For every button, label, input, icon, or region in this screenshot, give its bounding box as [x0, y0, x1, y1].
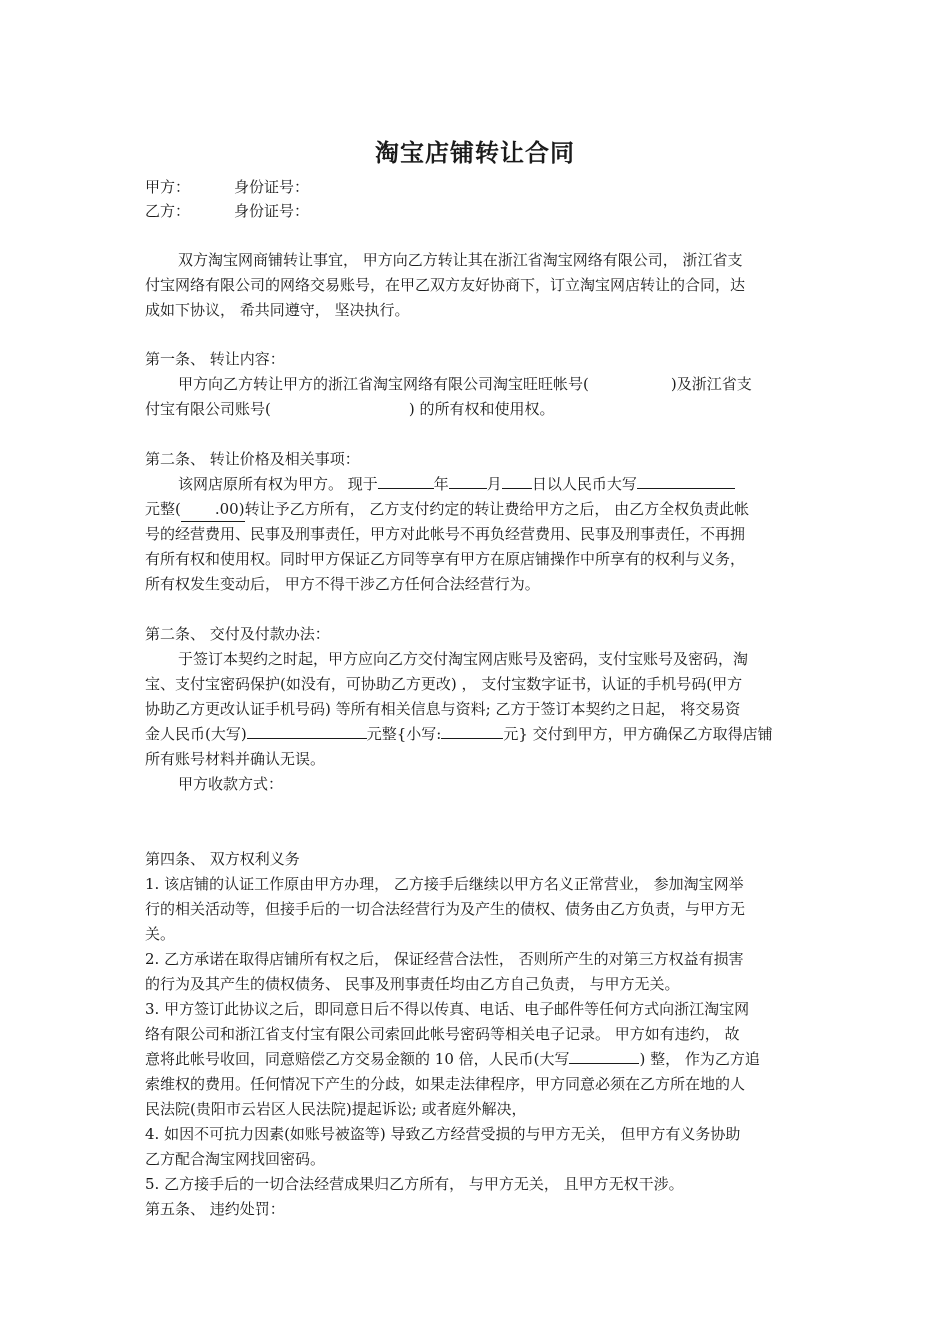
penalty-blank: [569, 1047, 639, 1064]
article-3-heading: 第二条、 交付及付款办法：: [145, 625, 330, 643]
article-4-line: 1. 该店铺的认证工作原由甲方办理， 乙方接手后继续以甲方名义正常营业， 参加淘宝网举: [145, 875, 744, 893]
article-4-line: 民法院(贵阳市云岩区人民法院)提起诉讼; 或者庭外解决，: [145, 1100, 527, 1118]
article-3-line: 宝、支付宝密码保护(如没有，可协助乙方更改) ， 支付宝数字证书，认证的手机号码(甲方: [145, 675, 743, 693]
article-4-line: 5. 乙方接手后的一切合法经营成果归乙方所有， 与甲方无关， 且甲方无权干涉。: [145, 1175, 684, 1193]
article-3-text: 金人民币(大写): [145, 725, 247, 743]
article-1-text: 付宝有限公司账号(: [145, 400, 271, 418]
article-4-line: 络有限公司和浙江省支付宝有限公司索回此帐号密码等相关电子记录。 甲方如有违约， 故: [145, 1025, 740, 1043]
article-1-text: )及浙江省支: [670, 375, 752, 393]
article-4-line: 的行为及其产生的债权债务、 民事及刑事责任均由乙方自己负责， 与甲方无关。: [145, 975, 680, 993]
article-4-line: 索维权的费用。任何情况下产生的分歧，如果走法律程序，甲方同意必须在乙方所在地的人: [145, 1075, 746, 1093]
payment-figure-blank: [441, 722, 503, 739]
article-2-text: 元整(: [145, 500, 181, 518]
article-4-line: [145, 1047, 810, 1071]
article-4-text: 意将此帐号收回，同意赔偿乙方交易金额的 10 倍，人民币(大写: [145, 1050, 570, 1068]
article-2-line: 所有权发生变动后， 甲方不得干涉乙方任何合法经营行为。: [145, 575, 540, 593]
article-3-text: 元整{小写:: [366, 725, 442, 743]
article-4-heading: 第四条、 双方权利义务: [145, 850, 300, 868]
party-b-line: [145, 199, 810, 223]
article-2-line: 号的经营费用、民事及刑事责任，甲方对此帐号不再负经营费用、民事及刑事责任，不再拥: [145, 525, 746, 543]
day-blank: [502, 472, 532, 489]
article-4-line: 乙方配合淘宝网找回密码。: [145, 1150, 326, 1168]
article-2-text: 年: [433, 475, 449, 493]
payment-method-label: 甲方收款方式：: [178, 775, 284, 793]
article-2-line: 有所有权和使用权。同时甲方保证乙方同等享有甲方在原店铺操作中所享有的权利与义务，: [145, 550, 746, 568]
document-title: 淘宝店铺转让合同: [375, 138, 575, 167]
article-2-heading: 第二条、 转让价格及相关事项：: [145, 450, 360, 468]
article-3-line: 于签订本契约之时起，甲方应向乙方交付淘宝网店账号及密码，支付宝账号及密码，淘: [178, 650, 749, 668]
article-4-line: 3. 甲方签订此协议之后，即同意日后不得以传真、电话、电子邮件等任何方式向浙江淘宝网: [145, 1000, 750, 1018]
article-5-heading: 第五条、 违约处罚：: [145, 1200, 285, 1218]
article-3-line: [145, 722, 810, 746]
article-1-text: 甲方向乙方转让甲方的浙江省淘宝网络有限公司淘宝旺旺帐号(: [178, 375, 589, 393]
article-4-line: 2. 乙方承诺在取得店铺所有权之后， 保证经营合法性， 否则所产生的对第三方权益有损害: [145, 950, 744, 968]
article-1-text: ) 的所有权和使用权。: [408, 400, 555, 418]
party-a-label: 甲方：: [145, 178, 191, 196]
month-blank: [449, 472, 487, 489]
article-2-text: 转让予乙方所有， 乙方支付约定的转让费给甲方之后， 由乙方全权负责此帐: [244, 500, 750, 518]
article-3-text: 元} 交付到甲方，甲方确保乙方取得店铺: [503, 725, 773, 743]
article-3-line: 所有账号材料并确认无误。: [145, 750, 326, 768]
year-blank: [378, 472, 434, 489]
article-1-line: [178, 372, 810, 396]
intro-line: 双方淘宝网商铺转让事宜， 甲方向乙方转让其在浙江省淘宝网络有限公司， 浙江省支: [178, 251, 743, 269]
article-2-line: [145, 497, 810, 522]
article-4-line: 4. 如因不可抗力因素(如账号被盗等) 导致乙方经营受损的与甲方无关， 但甲方有义务协助: [145, 1125, 741, 1143]
article-4-line: 关。: [145, 925, 176, 943]
party-b-id-label: 身份证号：: [234, 202, 310, 220]
article-3-line: 协助乙方更改认证手机号码) 等所有相关信息与资料; 乙方于签订本契约之日起， 将交易资: [145, 700, 741, 718]
amount-words-blank: [637, 472, 735, 489]
payment-words-blank: [247, 722, 367, 739]
article-2-text: 日以人民币大写: [531, 475, 637, 493]
article-1-line: [145, 397, 810, 421]
article-1-heading: 第一条、 转让内容：: [145, 350, 285, 368]
article-2-text: 该网店原所有权为甲方。 现于: [178, 475, 378, 493]
party-a-line: [145, 175, 810, 199]
intro-line: 付宝网络有限公司的网络交易账号，在甲乙双方友好协商下，订立淘宝网店转让的合同，达: [145, 276, 746, 294]
party-b-label: 乙方：: [145, 202, 191, 220]
article-2-line: [178, 472, 810, 496]
article-2-text: 月: [486, 475, 502, 493]
amount-figure: .00): [214, 500, 245, 518]
article-4-text: ) 整， 作为乙方追: [639, 1050, 760, 1068]
party-a-id-label: 身份证号：: [234, 178, 310, 196]
article-4-line: 行的相关活动等，但接手后的一切合法经营行为及产生的债权、债务由乙方负责，与甲方无: [145, 900, 746, 918]
intro-line: 成如下协议， 希共同遵守， 坚决执行。: [145, 301, 410, 319]
